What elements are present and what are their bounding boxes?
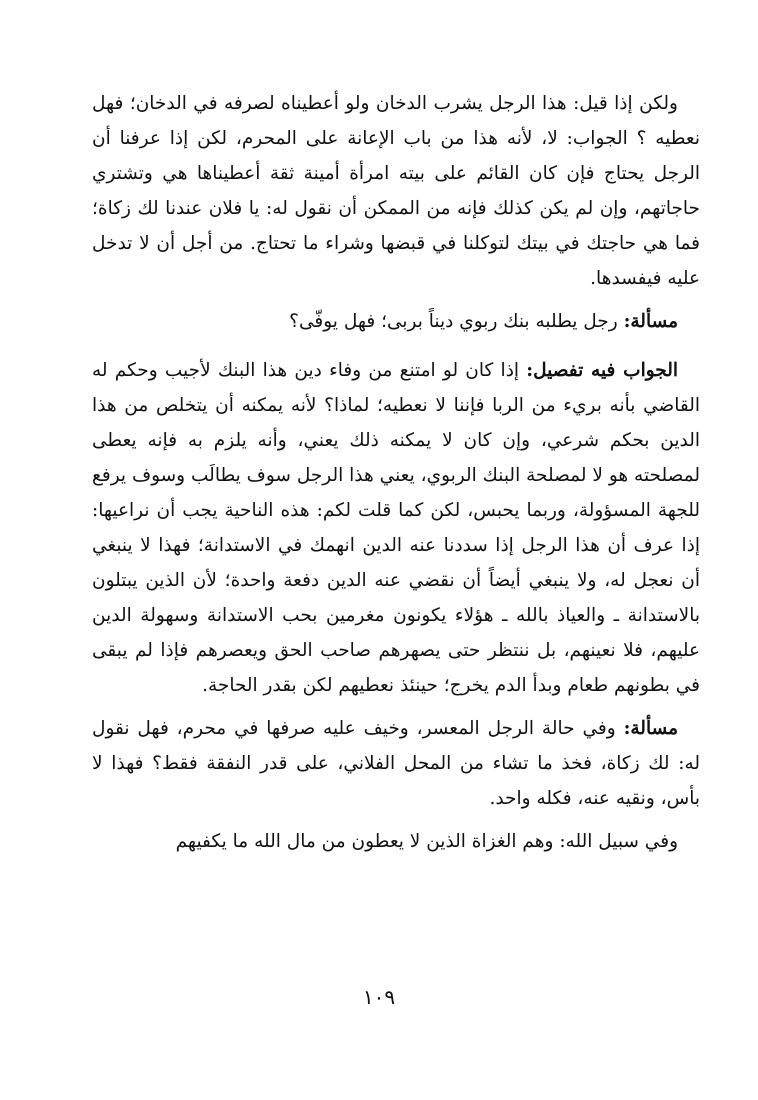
page-body xyxy=(92,86,700,859)
paragraph-1 xyxy=(92,86,700,296)
paragraph-2-lead: مسألة: xyxy=(623,311,678,332)
paragraph-5-text: وفي سبيل الله: وهم الغزاة الذين لا يعطون من مال الله ما يكفيهم xyxy=(175,831,678,852)
page-number: ١٠٩ xyxy=(362,985,396,1009)
paragraph-3-text: إذا كان لو امتنع من وفاء دين هذا البنك لأجيب وحكم له القاضي بأنه بريء من الربا فإننا لا نعطيه؛ لماذا؟ لأنه يمكنه أن يتخلص من هذا الدين بحكم شرعي، وإن كان لا يمكنه ذلك يعني، وأنه يلزم به فإنه يعطى لمصلحته هو لا لمصلحة البنك الربوي، يعني هذا الرجل سوف يطالَب وسوف يرفع للجهة المسؤولة، وربما يحبس، لكن كما قلت لكم: هذه الناحية يجب أن نراعيها: إذا عرف أن هذا الرجل إذا سددنا عنه الدين انهمك في الاستدانة؛ فهذا لا ينبغي أن نعجل له، ولا ينبغي أيضاً أن نقضي عنه الدين دفعة واحدة؛ لأن الذين يبتلون بالاستدانة ـ والعياذ بالله ـ هؤلاء يكونون مغرمين بحب الاستدانة وسهولة الدين عليهم، فلا نعينهم، بل ننتظر حتى يصهرهم صاحب الحق ويعصرهم فإذا لم يبقى في بطونهم طعام وبدأ الدم يخرج؛ حينئذ نعطيهم لكن بقدر الحاجة. xyxy=(92,360,700,696)
paragraph-4 xyxy=(92,711,700,816)
paragraph-2-text: رجل يطلبه بنك ربوي ديناً بربى؛ فهل يوفّى؟ xyxy=(289,311,624,332)
paragraph-2 xyxy=(92,304,700,339)
paragraph-3 xyxy=(92,353,700,703)
paragraph-5 xyxy=(92,824,700,859)
paragraph-4-lead: مسألة: xyxy=(623,718,678,739)
paragraph-3-lead: الجواب فيه تفصيل: xyxy=(526,360,678,381)
paragraph-4-text: وفي حالة الرجل المعسر، وخيف عليه صرفها في محرم، فهل نقول له: لك زكاة، فخذ ما تشاء من المحل الفلاني، على قدر النفقة فقط؟ فهذا لا بأس، ونقيه عنه، فكله واحد. xyxy=(92,718,700,809)
paragraph-1-text: ولكن إذا قيل: هذا الرجل يشرب الدخان ولو أعطيناه لصرفه في الدخان؛ فهل نعطيه ؟ الجواب: لا، لأنه هذا من باب الإعانة على المحرم، لكن إذا عرفنا أن الرجل يحتاج فإن كان القائم على بيته امرأة أمينة ثقة أعطيناها هي وتشتري حاجاتهم، وإن لم يكن كذلك فإنه من الممكن أن نقول له: يا فلان عندنا لك زكاة؛ فما هي حاجتك في بيتك لتوكلنا في قبضها وشراء ما تحتاج. من أجل أن لا تدخل عليه فيفسدها. xyxy=(92,93,700,289)
